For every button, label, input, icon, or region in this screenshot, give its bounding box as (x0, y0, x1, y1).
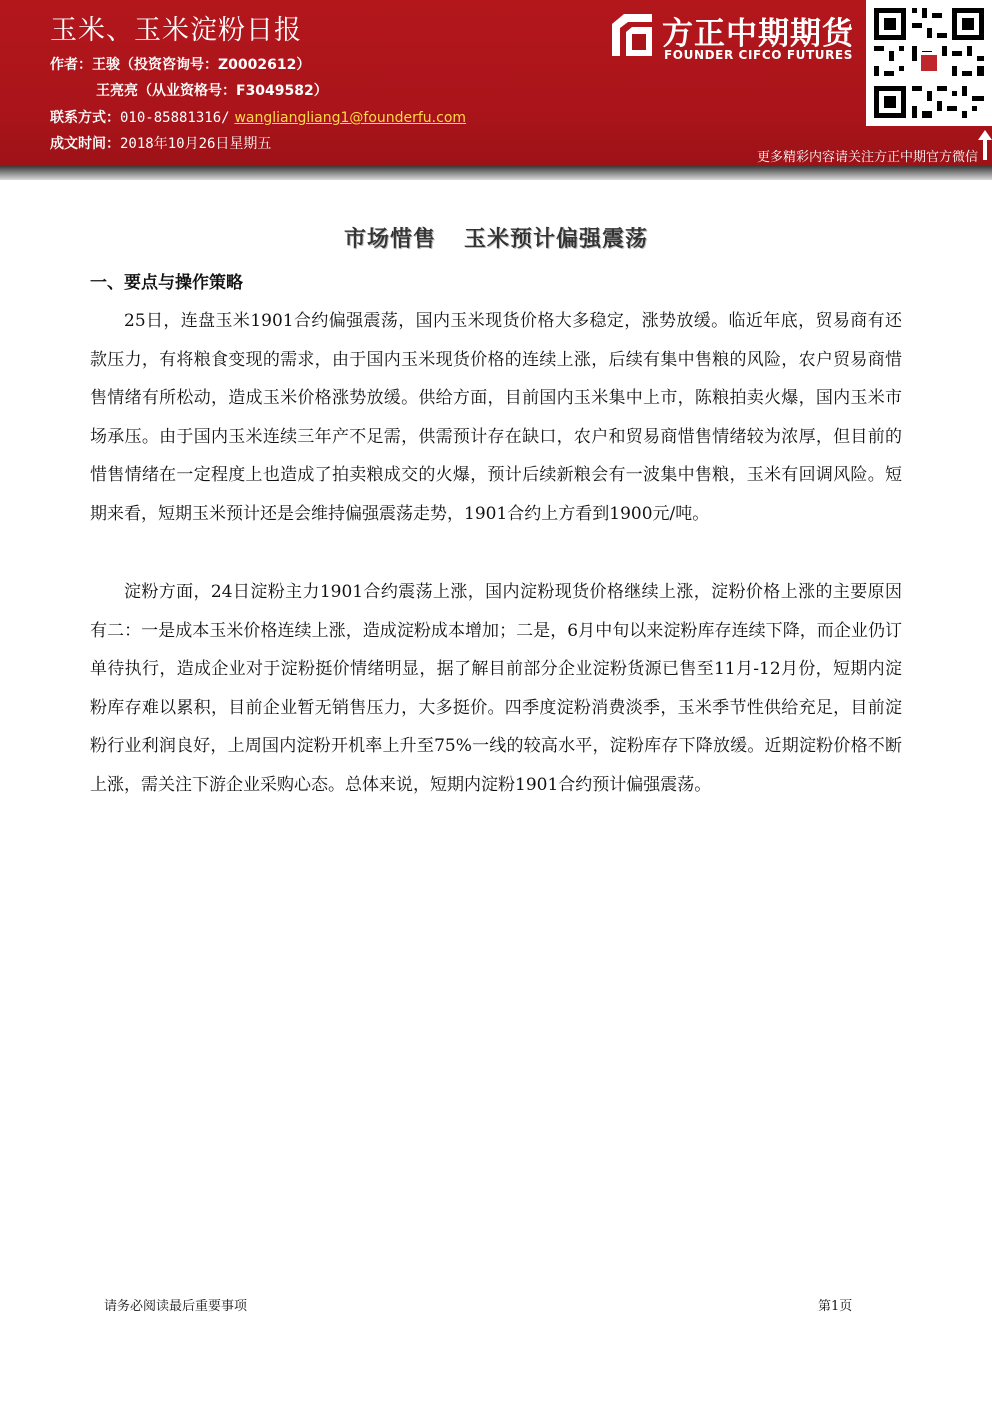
page-number: 第1页 (818, 1299, 853, 1314)
wechat-slogan: 更多精彩内容请关注方正中期官方微信 (756, 150, 978, 165)
author-line-2 (96, 80, 328, 100)
document-title-part1: 市场惜售 (343, 227, 436, 252)
paragraph-starch: 淀粉方面，24日淀粉主力1901合约震荡上涨，国内淀粉现货价格继续上涨，淀粉价格上涨的主要原因有二：一是成本玉米价格连续上涨，造成淀粉成本增加；二是，6月中旬以来淀粉库存连续下降，而企业仍订单待执行，造成企业对于淀粉挺价情绪明显，据了解目前部分企业淀粉货源已售至11月-12月份，短期内淀粉库存难以累积，目前企业暂无销售压力，大多挺价。四季度淀粉消费淡季，玉米季节性供给充足，目前淀粉行业利润良好，上周国内淀粉开机率上升至75%一线的较高水平，淀粉库存下降放缓。近期淀粉价格不断上涨，需关注下游企业采购心态。总体来说，短期内淀粉1901合约预计偏强震荡。 (90, 582, 902, 795)
section-heading: 一、要点与操作策略 (90, 273, 243, 293)
author-label: 作者： (50, 57, 92, 73)
contact-email-link[interactable]: wangliangliang1@founderfu.com (234, 110, 467, 126)
up-arrow-icon (978, 130, 992, 160)
document-title-part2: 玉米预计偏强震荡 (464, 227, 649, 252)
report-date: 2018年10月26日星期五 (120, 136, 272, 152)
founder-logo-icon (610, 12, 654, 58)
author-2: 王亮亮（从业资格号：F3049582） (96, 83, 328, 99)
report-header (0, 0, 992, 166)
date-label: 成文时间： (50, 136, 120, 152)
footer-notice: 请务必阅读最后重要事项 (104, 1299, 248, 1314)
contact-line (50, 107, 466, 127)
paragraph-corn: 25日，连盘玉米1901合约偏强震荡，国内玉米现货价格大多稳定，涨势放缓。临近年底，贸易商有还款压力，有将粮食变现的需求，由于国内玉米现货价格的连续上涨，后续有集中售粮的风险，农户贸易商惜售情绪有所松动，造成玉米价格涨势放缓。供给方面，目前国内玉米集中上市，陈粮拍卖火爆，国内玉米市场承压。由于国内玉米连续三年产不足需，供需预计存在缺口，农户和贸易商惜售情绪较为浓厚，但目前的惜售情绪在一定程度上也造成了拍卖粮成交的火爆，预计后续新粮会有一波集中售粮，玉米有回调风险。短期来看，短期玉米预计还是会维持偏强震荡走势，1901合约上方看到1900元/吨。 (90, 311, 902, 524)
author-1: 王骏（投资咨询号：Z0002612） (92, 57, 311, 73)
header-divider-band (0, 166, 992, 180)
document-title (0, 222, 992, 253)
logo-cn-text: 方正中期期货 (662, 16, 854, 52)
founder-logo (610, 8, 860, 64)
contact-label: 联系方式： (50, 110, 120, 126)
contact-phone: 010-85881316/ (120, 110, 230, 126)
author-line-1 (50, 54, 310, 74)
date-line (50, 133, 271, 153)
qr-code-icon[interactable] (866, 0, 992, 126)
logo-en-text: FOUNDER CIFCO FUTURES (664, 48, 853, 62)
report-title: 玉米、玉米淀粉日报 (50, 15, 302, 46)
